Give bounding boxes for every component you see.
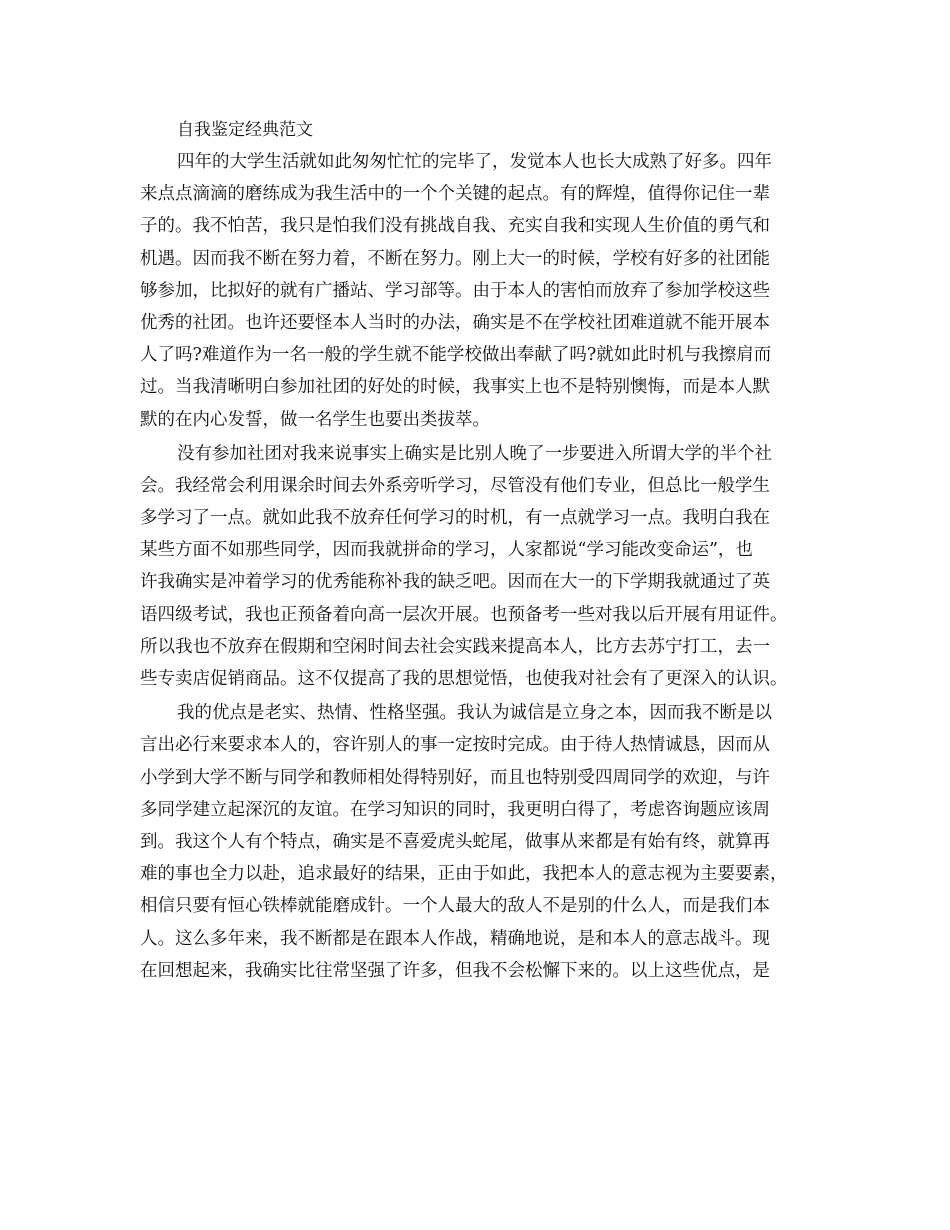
paragraph-line: 许我确实是冲着学习的优秀能称补我的缺乏吧。因而在大一的下学期我就通过了英 (140, 572, 770, 593)
paragraph-line: 过。当我清晰明白参加社团的好处的时候，我事实上也不是特别懊悔，而是本人默 (140, 377, 770, 398)
paragraph-line: 言出必行来要求本人的，容许别人的事一定按时完成。由于待人热情诚恳，因而从 (140, 735, 770, 756)
paragraph-line: 语四级考试，我也正预备着向高一层次开展。也预备考一些对我以后开展有用证件。 (140, 604, 788, 625)
paragraph-line: 默的在内心发誓，做一名学生也要出类拔萃。 (140, 409, 490, 430)
paragraph-line: 没有参加社团对我来说事实上确实是比别人晚了一步要进入所谓大学的半个社 (177, 443, 772, 464)
paragraph-line: 优秀的社团。也许还要怪本人当时的办法，确实是不在学校社团难道就不能开展本 (140, 312, 770, 333)
paragraph-line: 多同学建立起深沉的友谊。在学习知识的同时，我更明白得了，考虑咨询题应该周 (140, 799, 770, 820)
paragraph-line: 些专卖店促销商品。这不仅提高了我的思想觉悟，也使我对社会有了更深入的认识。 (140, 669, 788, 689)
paragraph-line: 小学到大学不断与同学和教师相处得特别好，而且也特别受四周同学的欢迎，与许 (140, 767, 770, 788)
paragraph-line: 人了吗?难道作为一名一般的学生就不能学校做出奉献了吗?就如此时机与我擦肩而 (140, 345, 772, 366)
paragraph-line: 机遇。因而我不断在努力着，不断在努力。刚上大一的时候，学校有好多的社团能 (140, 248, 770, 269)
paragraph-1 (140, 146, 812, 436)
paragraph-line: 子的。我不怕苦，我只是怕我们没有挑战自我、充实自我和实现人生价值的勇气和 (140, 216, 770, 237)
paragraph-line: 在回想起来，我确实比往常坚强了许多，但我不会松懈下来的。以上这些优点，是 (140, 960, 770, 981)
paragraph-line: 相信只要有恒心铁棒就能磨成针。一个人最大的敌人不是别的什么人，而是我们本 (140, 896, 770, 917)
paragraph-line: 我的优点是老实、热情、性格坚强。我认为诚信是立身之本，因而我不断是以 (177, 703, 772, 724)
paragraph-line: 某些方面不如那些同学，因而我就拼命的学习，人家都说“学习能改变命运”，也 (140, 540, 753, 561)
document-title: 自我鉴定经典范文 (177, 120, 313, 140)
paragraph-2 (140, 438, 812, 696)
document-body (140, 114, 812, 989)
paragraph-line: 会。我经常会利用课余时间去外系旁听学习，尽管没有他们专业，但总比一般学生 (140, 475, 770, 496)
paragraph-line: 人。这么多年来，我不断都是在跟本人作战，精确地说，是和本人的意志战斗。现 (140, 928, 770, 949)
paragraph-line: 四年的大学生活就如此匆匆忙忙的完毕了，发觉本人也长大成熟了好多。四年 (177, 152, 772, 172)
paragraph-line: 够参加，比拟好的就有广播站、学习部等。由于本人的害怕而放弃了参加学校这些 (140, 280, 770, 301)
paragraph-line: 多学习了一点。就如此我不放弃任何学习的时机，有一点就学习一点。我明白我在 (140, 508, 770, 529)
paragraph-line: 来点点滴滴的磨练成为我生活中的一个个关键的起点。有的辉煌，值得你记住一辈 (140, 184, 770, 205)
paragraph-line: 到。我这个人有个特点，确实是不喜爱虎头蛇尾，做事从来都是有始有终，就算再 (140, 831, 770, 852)
paragraph-3 (140, 697, 812, 987)
paragraph-line: 所以我也不放弃在假期和空闲时间去社会实践来提高本人，比方去苏宁打工，去一 (140, 636, 770, 657)
paragraph-line: 难的事也全力以赴，追求最好的结果，正由于如此，我把本人的意志视为主要要素， (140, 864, 788, 885)
